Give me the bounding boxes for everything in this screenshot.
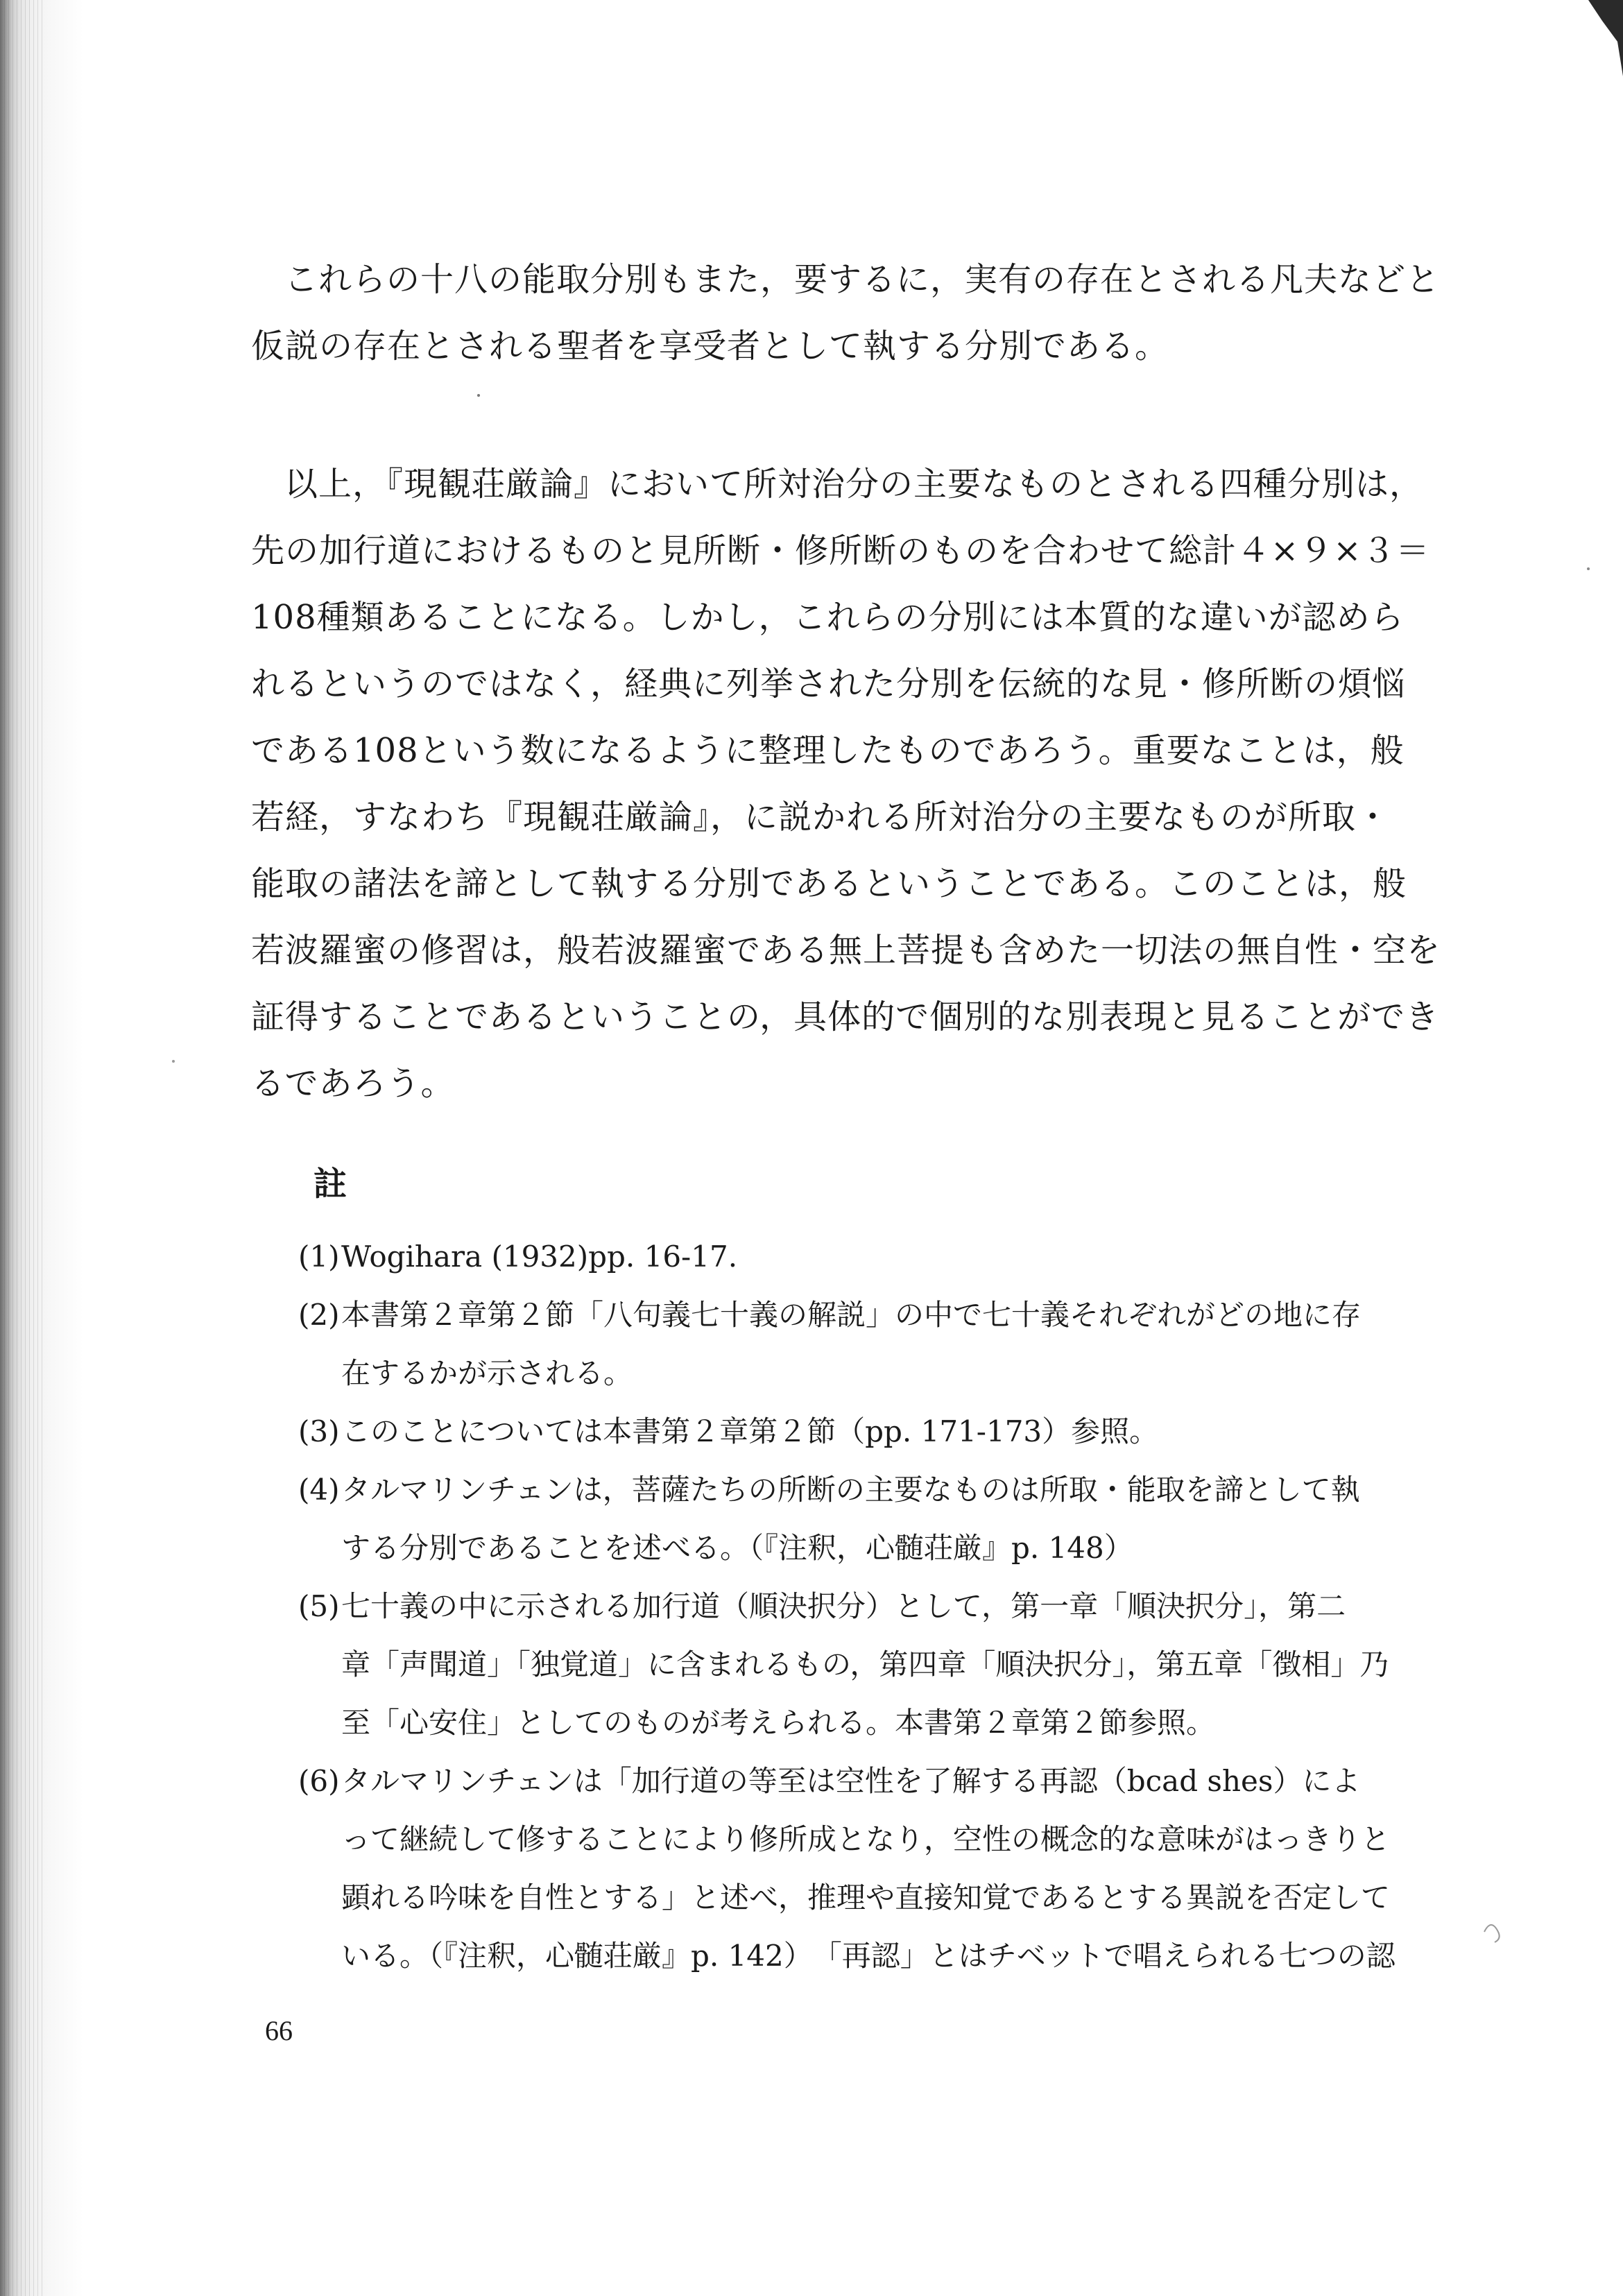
note-6-continuation: いる。（『注釈，心髄荘厳』p. 142） 「再認」とはチベットで唱えられる七つの認	[341, 1939, 1396, 1973]
note-text: このことについては本書第２章第２節（pp. 171-173）参照。	[341, 1414, 1159, 1448]
notes-list	[298, 1228, 1477, 1985]
paragraph-line: 以上，『現観荘厳論』において所対治分の主要なものとされる四種分別は，	[284, 465, 1424, 504]
note-text: 本書第２章第２節「八句義七十義の解説」の中で七十義それぞれがどの地に存	[341, 1298, 1362, 1332]
note-5-continuation: 至「心安住」としてのものが考えられる。本書第２章第２節参照。	[341, 1706, 1216, 1740]
note-number: (1)	[298, 1240, 340, 1274]
paragraph-line: れるというのではなく，経典に列挙された分別を伝統的な見・修所断の煩悩	[251, 665, 1407, 703]
paragraph-line: 108種類あることになる。しかし，これらの分別には本質的な違いが認めら	[251, 598, 1405, 637]
note-text: Wogihara (1932)pp. 16-17.	[341, 1240, 738, 1274]
note-6	[298, 1752, 1477, 1810]
note-3	[298, 1403, 1477, 1461]
notes-heading: 註	[314, 1165, 347, 1203]
paragraph-1	[251, 246, 1472, 379]
note-text: 七十義の中に示される加行道（順決択分）として，第一章「順決択分」，第二	[341, 1589, 1346, 1623]
note-4-continuation: する分別であることを述べる。（『注釈，心髄荘厳』p. 148）	[341, 1531, 1133, 1565]
paragraph-line: 証得することであるということの，具体的で個別的な別表現と見ることができ	[251, 997, 1440, 1036]
note-2	[298, 1286, 1477, 1344]
paragraph-line: 若経，すなわち『現観荘厳論』，に説かれる所対治分の主要なものが所取・	[251, 798, 1391, 837]
note-number: (2)	[298, 1298, 340, 1332]
page-number: 66	[265, 2015, 293, 2046]
paragraph-line: である108という数になるように整理したものであろう。重要なことは，般	[251, 731, 1405, 770]
note-number: (6)	[298, 1764, 340, 1798]
paragraph-line: 先の加行道におけるものと見所断・修所断のものを合わせて総計４×９×３＝	[251, 531, 1430, 570]
paragraph-line: るであろう。	[251, 1064, 455, 1103]
corner-scan-mark	[1581, 0, 1623, 76]
paragraph-line: 仮説の存在とされる聖者を享受者として執する分別である。	[251, 327, 1169, 366]
note-number: (5)	[298, 1589, 340, 1623]
note-6-continuation: って継続して修することにより修所成となり，空性の概念的な意味がはっきりと	[341, 1822, 1391, 1856]
paragraph-line: 若波羅蜜の修習は，般若波羅蜜である無上菩提も含めた一切法の無自性・空を	[251, 931, 1441, 970]
paragraph-line: これらの十八の能取分別もまた，要するに，実有の存在とされる凡夫などと	[284, 260, 1441, 299]
note-2-continuation: 在するかが示される。	[341, 1356, 633, 1390]
note-4	[298, 1461, 1477, 1519]
note-number: (4)	[298, 1473, 340, 1507]
paragraph-2	[251, 451, 1472, 1117]
note-1	[298, 1228, 1477, 1286]
note-5-continuation: 章「声聞道」「独覚道」に含まれるもの，第四章「順決択分」，第五章「徴相」乃	[341, 1647, 1389, 1681]
note-5	[298, 1577, 1477, 1636]
binding-texture	[4, 0, 46, 2296]
note-number: (3)	[298, 1414, 340, 1448]
note-text: タルマリンチェンは「加行道の等至は空性を了解する再認（bcad shes）によ	[341, 1764, 1361, 1798]
paragraph-line: 能取の諸法を諦として執する分別であるということである。このことは，般	[251, 864, 1407, 903]
note-text: タルマリンチェンは，菩薩たちの所断の主要なものは所取・能取を諦として執	[341, 1473, 1360, 1507]
note-6-continuation: 顕れる吟味を自性とする」と述べ，推理や直接知覚であるとする異説を否定して	[341, 1881, 1391, 1914]
